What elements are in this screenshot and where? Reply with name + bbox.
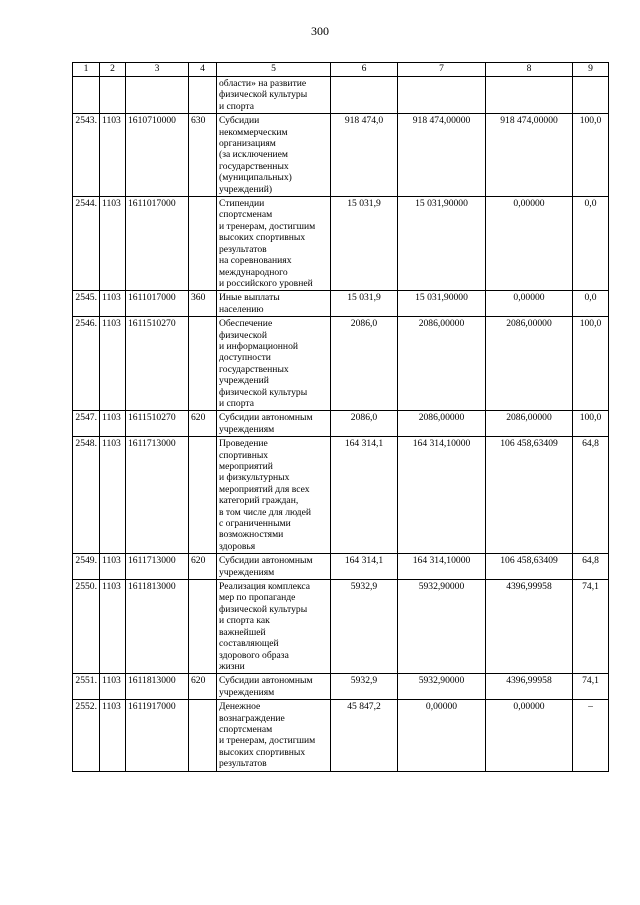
executed-amount-cell: 0,00000: [486, 197, 573, 291]
section-code-cell: 1103: [100, 437, 126, 554]
table-row: [73, 77, 609, 114]
plan-amount-cell: 2086,00000: [398, 411, 486, 437]
header-cell: 1: [73, 63, 100, 77]
row-number-cell: 2546.: [73, 317, 100, 411]
plan-amount-cell: 15 031,90000: [398, 197, 486, 291]
item-name-cell: Субсидии автономным учреждениям: [217, 674, 331, 700]
execution-percent-cell: 100,0: [573, 317, 609, 411]
target-article-cell: 1610710000: [126, 114, 189, 197]
executed-amount-cell: 106 458,63409: [486, 554, 573, 580]
item-name-cell: Субсидии автономным учреждениям: [217, 411, 331, 437]
executed-amount-cell: 0,00000: [486, 291, 573, 317]
section-code-cell: [100, 77, 126, 114]
execution-percent-cell: 64,8: [573, 437, 609, 554]
table-body: [73, 77, 609, 772]
expense-type-cell: 620: [189, 674, 217, 700]
section-code-cell: 1103: [100, 554, 126, 580]
table-row: [73, 317, 609, 411]
item-name-cell: Денежное вознаграждение спортсменам и тренерам, достигшим высоких спортивных результатов: [217, 700, 331, 771]
plan-amount-cell: 15 031,90000: [398, 291, 486, 317]
expense-type-cell: [189, 700, 217, 771]
row-number-cell: 2552.: [73, 700, 100, 771]
target-article-cell: 1611713000: [126, 554, 189, 580]
execution-percent-cell: 100,0: [573, 114, 609, 197]
item-name-cell: Субсидии автономным учреждениям: [217, 554, 331, 580]
execution-percent-cell: 74,1: [573, 580, 609, 674]
header-cell: 6: [331, 63, 398, 77]
expense-type-cell: [189, 317, 217, 411]
expense-type-cell: 620: [189, 554, 217, 580]
approved-amount-cell: 5932,9: [331, 674, 398, 700]
item-name-cell: области» на развитие физической культуры и спорта: [217, 77, 331, 114]
section-code-cell: 1103: [100, 317, 126, 411]
target-article-cell: 1611017000: [126, 291, 189, 317]
execution-percent-cell: 100,0: [573, 411, 609, 437]
row-number-cell: [73, 77, 100, 114]
section-code-cell: 1103: [100, 674, 126, 700]
target-article-cell: 1611510270: [126, 317, 189, 411]
approved-amount-cell: [331, 77, 398, 114]
table-row: [73, 437, 609, 554]
target-article-cell: 1611917000: [126, 700, 189, 771]
executed-amount-cell: 918 474,00000: [486, 114, 573, 197]
plan-amount-cell: 164 314,10000: [398, 554, 486, 580]
page-number: 300: [311, 24, 329, 38]
target-article-cell: 1611017000: [126, 197, 189, 291]
plan-amount-cell: 5932,90000: [398, 674, 486, 700]
header-row: [73, 63, 609, 77]
target-article-cell: 1611510270: [126, 411, 189, 437]
budget-table: [72, 62, 609, 772]
plan-amount-cell: [398, 77, 486, 114]
table-row: [73, 580, 609, 674]
execution-percent-cell: 0,0: [573, 291, 609, 317]
item-name-cell: Стипендии спортсменам и тренерам, достигшим высоких спортивных результатов на соревнованиях международного и российского уровней: [217, 197, 331, 291]
row-number-cell: 2551.: [73, 674, 100, 700]
approved-amount-cell: 164 314,1: [331, 437, 398, 554]
header-cell: 3: [126, 63, 189, 77]
executed-amount-cell: 2086,00000: [486, 411, 573, 437]
execution-percent-cell: [573, 77, 609, 114]
header-cell: 9: [573, 63, 609, 77]
plan-amount-cell: 164 314,10000: [398, 437, 486, 554]
expense-type-cell: [189, 437, 217, 554]
section-code-cell: 1103: [100, 580, 126, 674]
table-row: [73, 554, 609, 580]
expense-type-cell: [189, 77, 217, 114]
approved-amount-cell: 164 314,1: [331, 554, 398, 580]
execution-percent-cell: –: [573, 700, 609, 771]
item-name-cell: Иные выплаты населению: [217, 291, 331, 317]
section-code-cell: 1103: [100, 411, 126, 437]
executed-amount-cell: 0,00000: [486, 700, 573, 771]
item-name-cell: Реализация комплекса мер по пропаганде физической культуры и спорта как важнейшей составляющей здорового образа жизни: [217, 580, 331, 674]
expense-type-cell: [189, 197, 217, 291]
executed-amount-cell: 4396,99958: [486, 674, 573, 700]
header-cell: 2: [100, 63, 126, 77]
section-code-cell: 1103: [100, 197, 126, 291]
item-name-cell: Обеспечение физической и информационной доступности государственных учреждений физической культуры и спорта: [217, 317, 331, 411]
row-number-cell: 2543.: [73, 114, 100, 197]
row-number-cell: 2548.: [73, 437, 100, 554]
expense-type-cell: [189, 580, 217, 674]
approved-amount-cell: 918 474,0: [331, 114, 398, 197]
header-cell: 5: [217, 63, 331, 77]
target-article-cell: 1611813000: [126, 580, 189, 674]
row-number-cell: 2545.: [73, 291, 100, 317]
row-number-cell: 2549.: [73, 554, 100, 580]
plan-amount-cell: 918 474,00000: [398, 114, 486, 197]
header-cell: 8: [486, 63, 573, 77]
target-article-cell: 1611813000: [126, 674, 189, 700]
item-name-cell: Проведение спортивных мероприятий и физкультурных мероприятий для всех категорий граждан, в том числе для людей с ограниченными возможностями здоровья: [217, 437, 331, 554]
table-row: [73, 291, 609, 317]
expense-type-cell: 620: [189, 411, 217, 437]
executed-amount-cell: 4396,99958: [486, 580, 573, 674]
target-article-cell: 1611713000: [126, 437, 189, 554]
approved-amount-cell: 2086,0: [331, 411, 398, 437]
table-row: [73, 674, 609, 700]
header-cell: 7: [398, 63, 486, 77]
execution-percent-cell: 0,0: [573, 197, 609, 291]
table-row: [73, 197, 609, 291]
plan-amount-cell: 0,00000: [398, 700, 486, 771]
approved-amount-cell: 45 847,2: [331, 700, 398, 771]
target-article-cell: [126, 77, 189, 114]
section-code-cell: 1103: [100, 700, 126, 771]
plan-amount-cell: 2086,00000: [398, 317, 486, 411]
approved-amount-cell: 15 031,9: [331, 197, 398, 291]
row-number-cell: 2547.: [73, 411, 100, 437]
executed-amount-cell: 106 458,63409: [486, 437, 573, 554]
executed-amount-cell: 2086,00000: [486, 317, 573, 411]
section-code-cell: 1103: [100, 114, 126, 197]
approved-amount-cell: 2086,0: [331, 317, 398, 411]
expense-type-cell: 360: [189, 291, 217, 317]
table-row: [73, 700, 609, 771]
row-number-cell: 2550.: [73, 580, 100, 674]
expense-type-cell: 630: [189, 114, 217, 197]
approved-amount-cell: 15 031,9: [331, 291, 398, 317]
row-number-cell: 2544.: [73, 197, 100, 291]
execution-percent-cell: 74,1: [573, 674, 609, 700]
executed-amount-cell: [486, 77, 573, 114]
execution-percent-cell: 64,8: [573, 554, 609, 580]
approved-amount-cell: 5932,9: [331, 580, 398, 674]
plan-amount-cell: 5932,90000: [398, 580, 486, 674]
table-row: [73, 114, 609, 197]
header-cell: 4: [189, 63, 217, 77]
section-code-cell: 1103: [100, 291, 126, 317]
item-name-cell: Субсидии некоммерческим организациям (за исключением государственных (муниципальных) учреждений): [217, 114, 331, 197]
table-row: [73, 411, 609, 437]
